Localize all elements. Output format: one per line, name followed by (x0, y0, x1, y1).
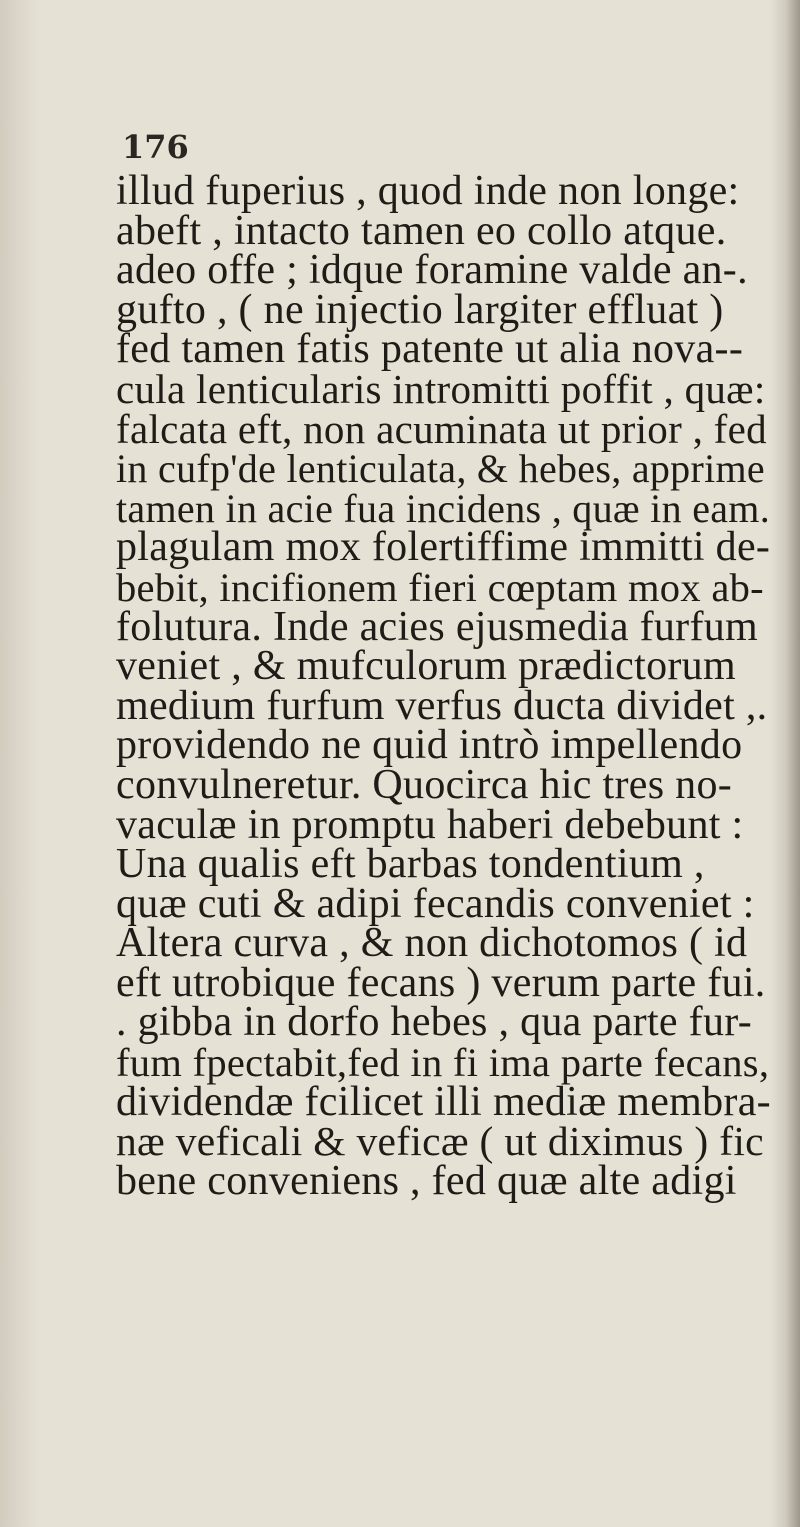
text-line: fed tamen fatis patente ut alia nova-- (116, 326, 744, 373)
text-line: Una qualis eft barbas tondentium , (116, 841, 705, 888)
page-number: 176 (122, 128, 189, 166)
text-line: gufto , ( ne injectio largiter effluat ) (116, 286, 724, 333)
text-line: bebit, incifionem fieri cœptam mox ab- (116, 564, 764, 610)
text-line: eft utrobique fecans ) verum parte fui. (116, 959, 766, 1006)
text-line: providendo ne quid intrò impellendo (116, 722, 743, 769)
text-line: tamen in acie fua incidens , quæ in eam. (116, 485, 771, 531)
text-line: plagulam mox folertiffime immitti de- (116, 524, 771, 571)
text-line: quæ cuti & adipi fecandis conveniet : (116, 880, 755, 927)
text-line: medium furfum verfus ducta dividet ,. (116, 682, 768, 729)
text-line: illud fuperius , quod inde non longe: (116, 168, 740, 214)
text-line: dividendæ fcilicet illi mediæ membra- (116, 1078, 771, 1125)
text-line: convulneretur. Quocirca hic tres no- (116, 761, 733, 808)
text-line: falcata eft, non acuminata ut prior , fed (116, 405, 767, 452)
body-text (116, 168, 771, 1204)
text-line: fum fpectabit,fed in fi ima parte fecans, (116, 1040, 770, 1086)
text-line: cula lenticularis intromitti poffit , quæ: (116, 365, 766, 412)
page-edge-shadow (786, 0, 800, 1527)
text-line: Altera curva , & non dichotomos ( id (116, 920, 748, 967)
text-line: . gibba in dorfo hebes , qua parte fur- (116, 999, 752, 1046)
text-line: vaculæ in promptu haberi debebunt : (116, 801, 744, 848)
text-line: folutura. Inde acies ejusmedia furfum (116, 603, 759, 650)
text-line: veniet , & mufculorum prædictorum (116, 643, 736, 690)
text-line: abeft , intacto tamen eo collo atque. (116, 207, 727, 254)
text-line: in cufp'de lenticulata, & hebes, apprime (116, 446, 765, 492)
text-line: adeo offe ; idque foramine valde an-. (116, 247, 748, 294)
text-line: bene conveniens , fed quæ alte adigi (116, 1157, 737, 1204)
text-line: næ veficali & veficæ ( ut diximus ) fic (116, 1118, 764, 1165)
